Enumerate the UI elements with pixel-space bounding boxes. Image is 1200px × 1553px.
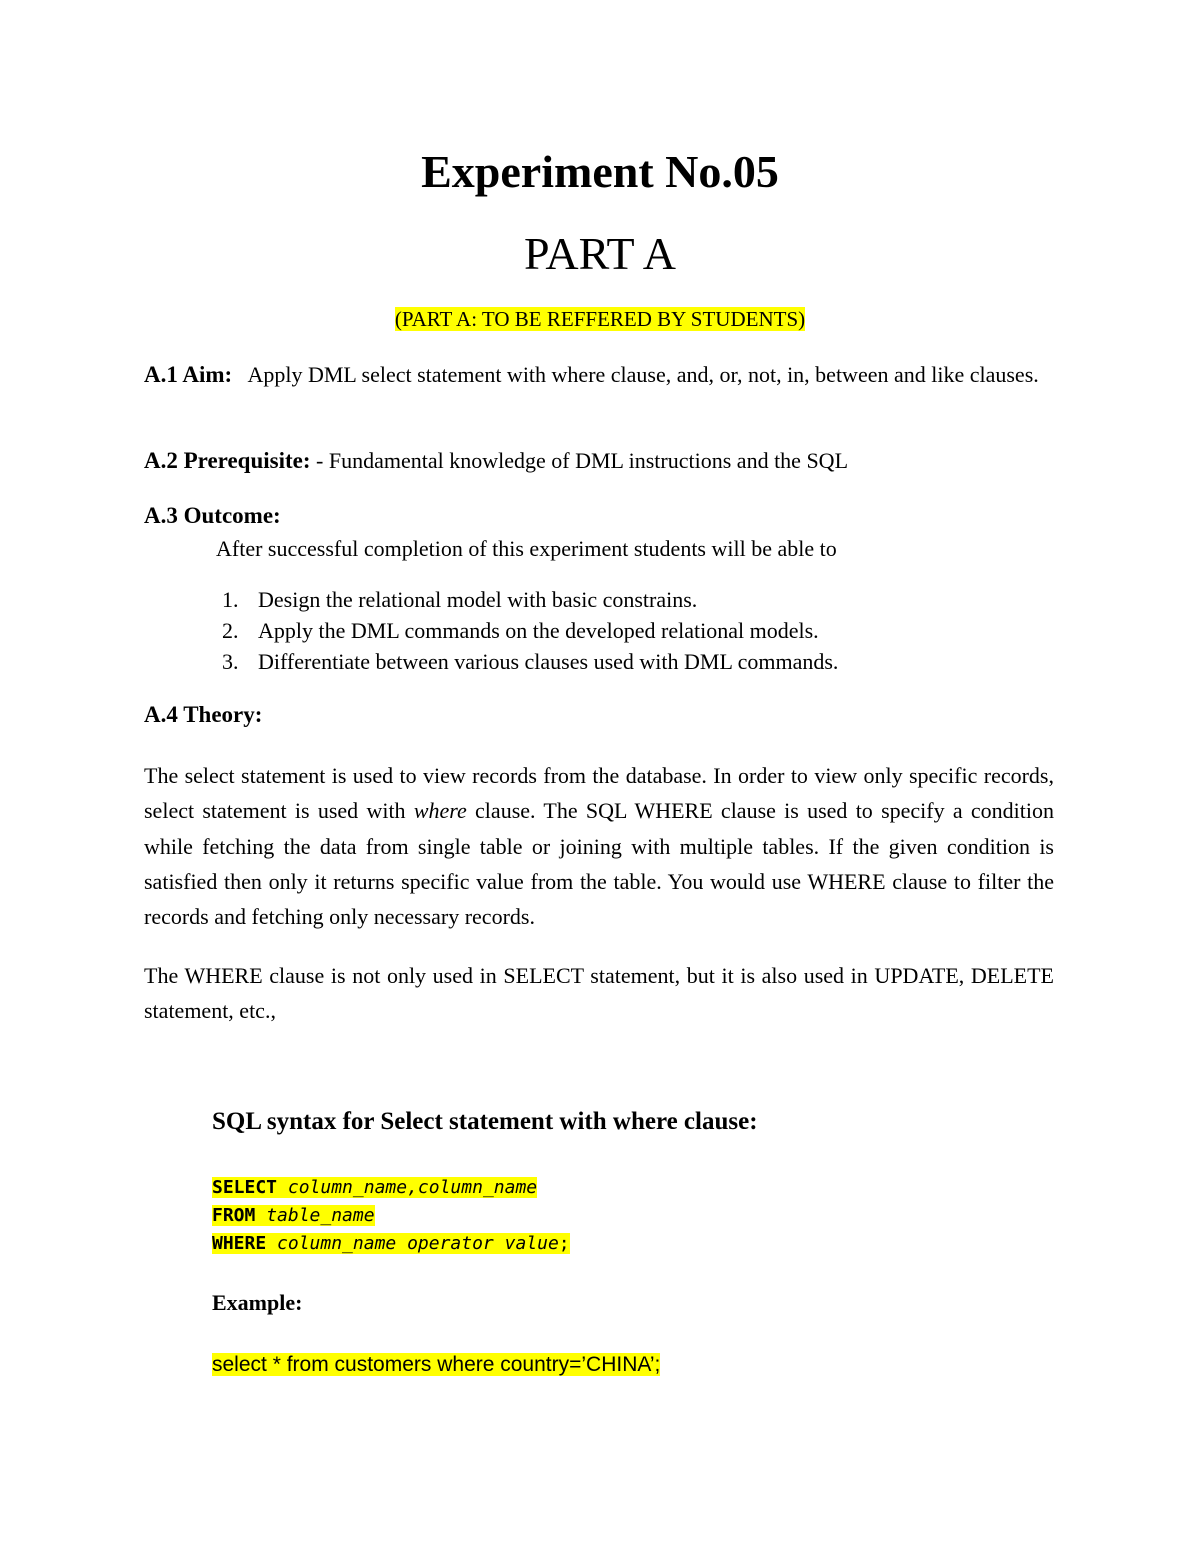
theory-label: A.4 Theory: xyxy=(144,702,263,727)
theory-italic-word: where xyxy=(413,798,467,824)
list-item xyxy=(222,615,838,646)
list-item-text: Differentiate between various clauses used with DML commands. xyxy=(258,649,839,674)
code-keyword: WHERE xyxy=(212,1233,267,1254)
syntax-code-block xyxy=(212,1174,570,1258)
list-item-number: 3. xyxy=(222,649,239,674)
aim-section xyxy=(144,358,1054,391)
prerequisite-section xyxy=(144,444,848,477)
example-code-text: select * from customers where country=’CHINA’; xyxy=(212,1353,661,1376)
code-line xyxy=(212,1202,570,1230)
theory-text-part: clause. The SQL WHERE clause is used to specify a condition while fetching the data from single table or joining with multiple tables. If the given condition is satisfied then only it returns specific value from the table. You would use WHERE clause to filter the records and fetching only necessary records. xyxy=(144,798,1054,930)
theory-text-part: The select statement is used to view records from the database. In order to view only specific records, select statement is used with xyxy=(144,763,1054,824)
example-label: Example: xyxy=(212,1290,303,1315)
code-args: column_name operator value xyxy=(277,1233,559,1254)
example-code xyxy=(212,1350,660,1380)
code-line xyxy=(212,1230,570,1258)
list-item-number: 2. xyxy=(222,618,239,643)
theory-paragraph-2: The WHERE clause is not only used in SELECT statement, but it is also used in UPDATE, DELETE statement, etc., xyxy=(144,963,1054,1024)
code-keyword: SELECT xyxy=(212,1177,278,1198)
outcome-intro: After successful completion of this experiment students will be able to xyxy=(216,536,837,561)
list-item-number: 1. xyxy=(222,587,239,612)
outcome-label: A.3 Outcome: xyxy=(144,503,281,528)
code-keyword: FROM xyxy=(212,1205,256,1226)
prerequisite-text: - Fundamental knowledge of DML instructions and the SQL xyxy=(316,448,849,473)
list-item xyxy=(222,646,838,677)
aim-label: A.1 Aim: xyxy=(144,362,233,387)
part-note-text: (PART A: TO BE REFFERED BY STUDENTS) xyxy=(394,307,806,331)
code-args: table_name xyxy=(266,1205,375,1226)
code-args: column_name,column_name xyxy=(287,1177,538,1198)
aim-text: Apply DML select statement with where clause, and, or, not, in, between and like clauses. xyxy=(247,362,1039,387)
outcome-list xyxy=(222,584,838,677)
list-item xyxy=(222,584,838,615)
document-title: Experiment No.05 xyxy=(421,146,779,197)
list-item-text: Design the relational model with basic constrains. xyxy=(258,587,698,612)
list-item-text: Apply the DML commands on the developed relational models. xyxy=(258,618,819,643)
code-end: ; xyxy=(558,1233,570,1254)
part-note xyxy=(0,305,1200,333)
syntax-heading: SQL syntax for Select statement with where clause: xyxy=(212,1108,758,1135)
outcome-section xyxy=(144,499,281,532)
theory-section xyxy=(144,698,262,731)
theory-paragraph-1 xyxy=(144,758,1054,934)
prerequisite-label: A.2 Prerequisite: xyxy=(144,448,311,473)
part-heading: PART A xyxy=(524,228,676,279)
code-line xyxy=(212,1174,570,1202)
